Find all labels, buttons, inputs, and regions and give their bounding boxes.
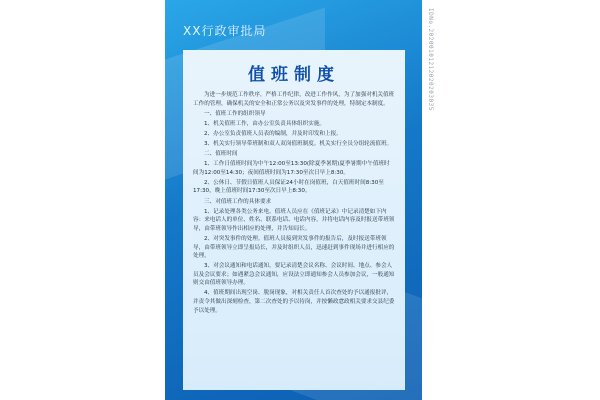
paragraph: 2、公休日、节假日值班人员保证24小时在岗值班，白天值班时间8:30至17:30，晚上值班时间17:30至次日早上8:30。 bbox=[193, 179, 384, 195]
paragraph: 1、机关值班工作，由办公室负责具体组织实施。 bbox=[204, 120, 326, 127]
section-heading: 二、值班时间 bbox=[204, 151, 238, 158]
paragraph: 为进一步规范工作秩序，严格工作纪律，改进工作作风，为了加强对机关值班工作的管理，确保机关的安全和正常公务以及突发事件的处理，特制定本制度。 bbox=[193, 92, 395, 107]
paragraph: 1、工作日值班时间为中午12:00至13:30(除夏季暑期)夏季暑期中午值班时间为12:00至14:30；夜间值班时间为17:30至次日早上8:30。 bbox=[193, 161, 390, 176]
content-panel bbox=[183, 50, 405, 390]
page-title: 值班制度 bbox=[248, 65, 340, 85]
paragraph: 2、对突发事件的处理。值班人员接到突发事件的报告后，及时报送带班领导，由带班领导立即呈报局长，并及时组织人员，迅速赶到事件现场并进行相应的处理。 bbox=[193, 235, 395, 260]
section-heading: 一、值班工作的组织领导 bbox=[204, 110, 266, 117]
paragraph: 4、值班期间出现空岗、脱岗现象，对相关责任人首次查处的予以通报批评，并责令其做出深刻检查，第二次查处的予以待岗，并按懒政怠政相关要求交县纪委予以处理。 bbox=[193, 290, 395, 314]
paragraph: 2、办公室负责值班人员表的编制，并及时印发和上报。 bbox=[204, 130, 342, 137]
document-body bbox=[183, 91, 405, 315]
paragraph: 3、机关实行领导带班制和双人双岗值班制度。机关实行全员分组轮流值班。 bbox=[204, 140, 393, 147]
poster bbox=[165, 0, 422, 400]
paragraph: 1、记录处理各类公务来电。值班人员应在《值班记录》中记录清楚如下内容：来电话人的单位、姓名、联系电话、电话内容，并将电话内容及时报送带班领导，由带班领导作出相应的处理，并告知局长。 bbox=[193, 208, 395, 232]
watermark-id: IDNo.20200101212020203035 bbox=[427, 8, 434, 111]
paragraph: 3、对会议通知和电话通知，要记录清楚会议名称、会议时间、地点、参会人员及会议要求；如遇紧急会议通知，应设法立即通知参会人员参加会议，一般通知则交由值班领导办理。 bbox=[193, 263, 395, 287]
organization-name: XX行政审批局 bbox=[183, 24, 267, 38]
section-heading: 三、对值班工作的具体要求 bbox=[204, 198, 272, 205]
